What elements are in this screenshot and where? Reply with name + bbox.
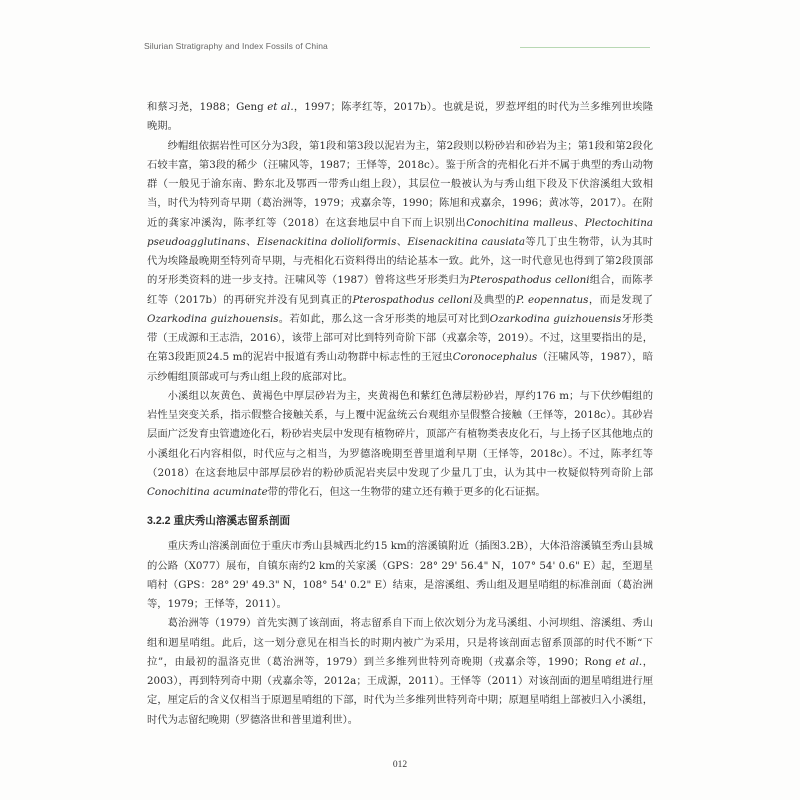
paragraph-5 — [147, 614, 653, 730]
text-run: 牙形类带（王成源和王志浩，2016），该带上部可对比到特列奇阶下部（戎嘉余等，2019）。不过，这里要指出的是，在第3段距顶24.5 m的泥岩中报道有秀山动物群中标志性的王冠虫 — [147, 312, 653, 364]
text-run: 小溪组以灰黄色、黄褐色中厚层砂岩为主，夹黄褐色和紫红色薄层粉砂岩，厚约176 m；与下伏纱帽组的岩性呈突变关系，指示假整合接触关系，与上覆中泥盆统云台观组亦呈假整合接触（王怿等，2018c）。其砂岩层面广泛发育虫管遗迹化石，粉砂岩夹层中发现有植物碎片，顶部产有植物类表皮化石，与上扬子区其他地点的小溪组化石内容相似，时代应与之相当，为罗德洛晚期至普里道利早期（王怿等，2018c）。不过，陈孝红等（2018）在这套地层中部厚层砂岩的粉砂质泥岩夹层中发现了少量几丁虫，认为其中一枚疑似特列奇阶上部 — [147, 389, 653, 479]
taxon-name: Plectochitina pseudoagglutinans — [147, 216, 653, 248]
text-run: 带的带化石，但这一生物带的建立还有赖于更多的化石证据。 — [267, 486, 546, 498]
text-run: ，1997；陈孝红等，2017b）。也就是说，罗惹坪组的时代为兰多维列世埃隆晚期。 — [147, 101, 653, 133]
paragraph-2 — [147, 137, 653, 387]
italic-run: et al. — [267, 101, 294, 113]
text-run: ，2003），再到特列奇中期（戎嘉余等，2012a；王成源，2011）。王怿等（2011）对该剖面的迴星哨组进行厘定，厘定后的含义仅相当于原迴星哨组的下部，时代为兰多维列世特列奇中期；原迴星哨组上部被归入小溪组，时代为志留纪晚期（罗德洛世和普里道利世）。 — [147, 655, 653, 726]
text-run: 、 — [573, 216, 585, 229]
taxon-name: Ozarkodina guizhouensis — [489, 312, 622, 325]
text-run: 葛治洲等（1979）首先实测了该剖面，将志留系自下而上依次划分为龙马溪组、小河坝组、溶溪组、秀山组和迴星哨组。此后，这一划分意见在相当长的时期内被广为采用，只是将该剖面志留系顶部的时代不断“下拉”，由最初的温洛克世（葛治洲等，1979）到兰多维列世特列奇晚期（戎嘉余等，1990；Rong — [147, 617, 653, 668]
text-run: 纱帽组依据岩性可区分为3段，第1段和第3段以泥岩为主，第2段则以粉砂岩和砂岩为主；第1段和第2段化石较丰富，第3段的稀少（汪啸风等，1987；王怿等，2018c）。鉴于所含的壳相化石并不属于典型的秀山动物群（一般见于渝东南、黔东北及鄂西一带秀山组上段），其层位一般被认为与秀山组下段及下伏溶溪组大致相当，时代为特列奇早期（葛治洲等，1979；戎嘉余等，1990；陈旭和戎嘉余，1996；黄冰等，2017）。在附近的龚家冲溪沟，陈孝红等（2018）在这套地层中自下而上识别出 — [147, 139, 653, 229]
text-run: 和蔡习尧，1988；Geng — [147, 101, 268, 113]
taxon-name: Ozarkodina guizhouensis — [147, 312, 279, 325]
text-run: 。若如此，那么这一含牙形类的地层可对比到 — [278, 312, 490, 325]
text-run: 、 — [245, 235, 257, 248]
taxon-name: Eisenackitina causiata — [407, 235, 526, 248]
text-run: 重庆秀山溶溪剖面位于重庆市秀山县城西北约15 km的溶溪镇附近（插图3.2B），大体沿溶溪镇至秀山县城的公路（X077）展布，自镇东南约2 km的关家溪（GPS：28° 29' 56.4" N，107° 54' 0.6" E）起，至迴星哨村（GPS：28° 29' 49.3" N，108° 54' 0.2" E）结束，是溶溪组、秀山组及迴星哨组的标准剖面（葛治洲等，1979；王怿等，2011）。 — [147, 540, 653, 610]
taxon-name: Eisenackitina dolioliformis — [256, 235, 397, 248]
italic-run: et al. — [615, 655, 643, 668]
taxon-name: Conochitina malleus — [466, 216, 574, 229]
taxon-name: Coronocephalus — [452, 351, 538, 364]
header-rule — [520, 47, 650, 48]
running-header: Silurian Stratigraphy and Index Fossils of China — [144, 41, 328, 51]
text-run: ，而是发现了 — [588, 293, 654, 306]
paragraph-1 — [147, 98, 653, 137]
taxon-name: P. eopennatus — [516, 293, 589, 306]
taxon-name: Pterospathodus celloni — [352, 293, 473, 306]
page-number: 012 — [392, 760, 408, 770]
paragraph-4 — [147, 537, 653, 614]
text-run: 、 — [396, 235, 408, 248]
text-run: 及典型的 — [472, 293, 517, 306]
text-run: 组合，而陈孝红等（2017b）的再研究并没有见到真正的 — [147, 274, 653, 306]
text-run: （汪啸风等，1987），暗示纱帽组顶部或可与秀山组上段的底部对比。 — [147, 351, 653, 383]
section-heading: 3.2.2 重庆秀山溶溪志留系剖面 — [147, 515, 291, 528]
taxon-name: Pterospathodus celloni — [469, 274, 590, 287]
taxon-name: Conochitina acuminate — [147, 486, 268, 498]
page-body — [147, 98, 653, 730]
paragraph-3 — [147, 387, 653, 503]
text-run: 等几丁虫生物带，认为其时代为埃隆最晚期至特列奇早期，与壳相化石资料得出的结论基本一致。此外，这一时代意见也得到了第2段顶部的牙形类资料的进一步支持。汪啸风等（1987）曾将这些牙形类归为 — [147, 235, 654, 287]
